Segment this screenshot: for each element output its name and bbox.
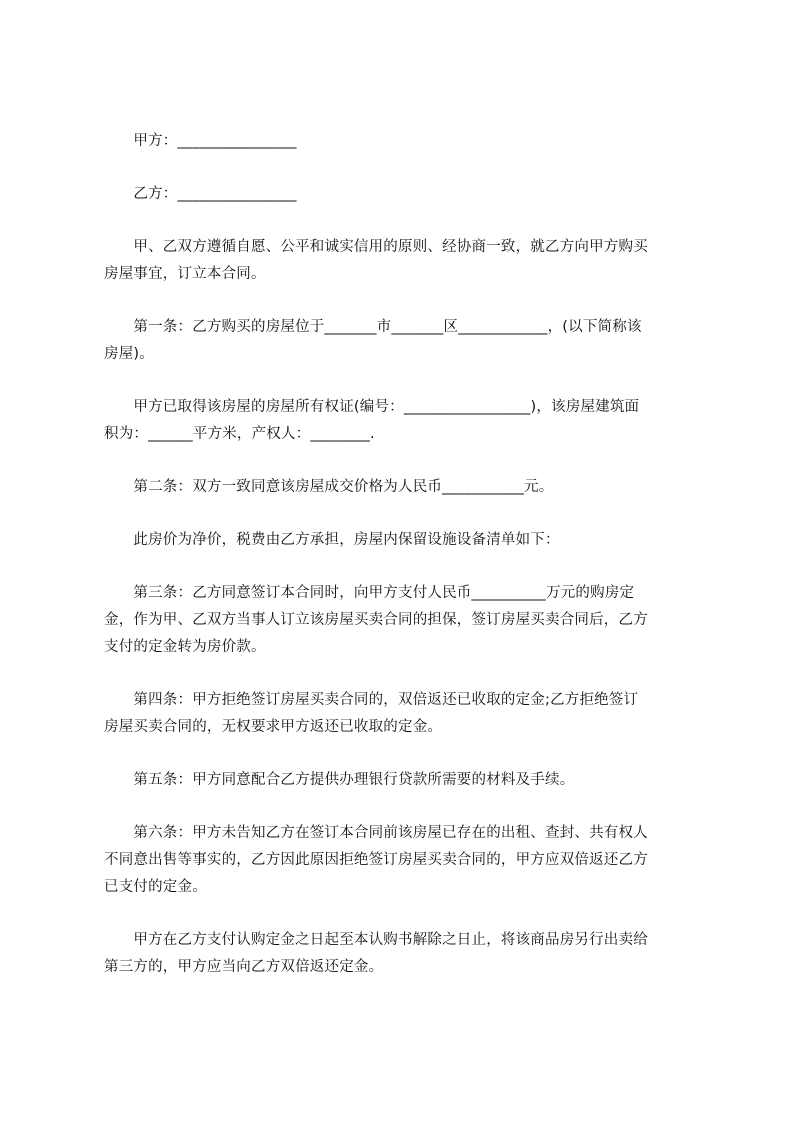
net-price-line: 此房价为净价，税费由乙方承担，房屋内保留设施设备清单如下： (104, 532, 560, 548)
article-6-line-3: 已支付的定金。 (104, 879, 207, 895)
article-3-line-3: 支付的定金转为房价款。 (104, 639, 266, 655)
article-3-line-1: 第三条：乙方同意签订本合同时，向甲方支付人民币__________万元的购房定 (104, 585, 635, 601)
ownership-line-1: 甲方已取得该房屋的房屋所有权证(编号：_________________)，该房屋建筑面 (104, 399, 640, 415)
article-4-line-2: 房屋买卖合同的，无权要求甲方返还已收取的定金。 (104, 719, 443, 735)
article-5-line: 第五条：甲方同意配合乙方提供办理银行贷款所需要的材料及手续。 (104, 772, 575, 788)
ownership-line-2: 积为：______平方米，产权人：________. (104, 426, 375, 442)
article-1-line-1: 第一条：乙方购买的房屋位于_______市_______区____________，(以下简称该 (104, 319, 642, 335)
resale-clause-line-2: 第三方的，甲方应当向乙方双倍返还定金。 (104, 959, 384, 975)
article-3-line-2: 金，作为甲、乙双方当事人订立该房屋买卖合同的担保，签订房屋买卖合同后，乙方 (104, 612, 648, 628)
article-1-line-2: 房屋)。 (104, 346, 154, 362)
article-6-line-2: 不同意出售等事实的，乙方因此原因拒绝签订房屋买卖合同的，甲方应双倍返还乙方 (104, 852, 648, 868)
preamble-line-2: 房屋事宜，订立本合同。 (104, 266, 266, 282)
party-b-line: 乙方：________________ (104, 186, 297, 202)
resale-clause-line-1: 甲方在乙方支付认购定金之日起至本认购书解除之日止，将该商品房另行出卖给 (104, 932, 648, 948)
preamble-line-1: 甲、乙双方遵循自愿、公平和诚实信用的原则、经协商一致，就乙方向甲方购买 (104, 239, 648, 255)
article-2-line: 第二条：双方一致同意该房屋成交价格为人民币___________元。 (104, 479, 554, 495)
article-6-line-1: 第六条：甲方未告知乙方在签订本合同前该房屋已存在的出租、查封、共有权人 (104, 825, 648, 841)
article-4-line-1: 第四条：甲方拒绝签订房屋买卖合同的，双倍返还已收取的定金;乙方拒绝签订 (104, 692, 639, 708)
party-a-line: 甲方：________________ (104, 133, 297, 149)
